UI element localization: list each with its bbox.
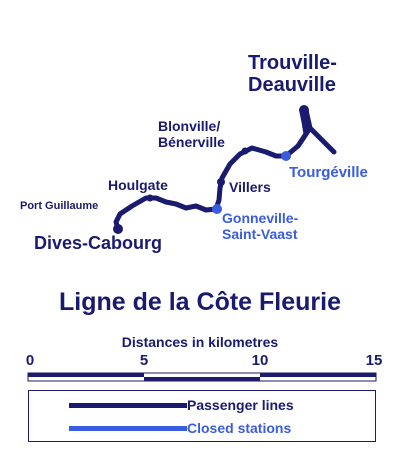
station-dot-gonneville — [212, 204, 222, 214]
scale-segment-0-5 — [28, 373, 144, 377]
scale-bar — [28, 373, 376, 381]
scale-tick-5: 5 — [139, 352, 149, 369]
station-label-houlgate: Houlgate — [108, 177, 168, 193]
legend-swatch-closed — [69, 426, 187, 431]
station-label-trouville-deauville — [248, 52, 337, 96]
scale-tick-0: 0 — [25, 352, 35, 369]
station-label-line: Trouville- — [248, 52, 337, 74]
station-label-blonville-benerville — [158, 118, 225, 150]
legend-label-closed: Closed stations — [187, 420, 292, 436]
legend-label-passenger: Passenger lines — [187, 397, 294, 413]
station-label-line: Blonville/ — [158, 118, 221, 134]
station-dot-blonville — [242, 148, 249, 155]
station-dot-houlgate — [147, 195, 154, 202]
legend-item-passenger — [69, 395, 294, 415]
station-dot-trouville-deauville — [299, 105, 309, 115]
station-label-line: Bénerville — [158, 134, 225, 151]
scale-tick-15: 15 — [365, 352, 383, 369]
station-label-villers: Villers — [229, 179, 271, 195]
legend-item-closed — [69, 418, 291, 438]
railway-branch-east — [310, 128, 334, 152]
scale-segment-10-15 — [260, 373, 376, 377]
station-label-line: Deauville — [248, 74, 336, 96]
station-label-dives-cabourg: Dives-Cabourg — [34, 233, 163, 253]
map-title: Ligne de la Côte Fleurie — [59, 288, 341, 316]
legend — [28, 390, 376, 442]
scale-segment-5-10 — [144, 377, 260, 381]
scale-label: Distances in kilometres — [121, 334, 279, 350]
station-label-tourgeville: Tourgéville — [289, 164, 368, 181]
station-label-port-guillaume: Port Guillaume — [20, 200, 99, 212]
station-label-line: Saint-Vaast — [222, 226, 298, 243]
station-label-gonneville — [222, 210, 298, 242]
station-dot-tourgeville — [281, 151, 291, 161]
legend-swatch-passenger — [69, 403, 187, 408]
station-dot-villers — [217, 178, 225, 186]
station-label-line: Gonneville- — [222, 210, 299, 226]
scale-tick-10: 10 — [251, 352, 269, 369]
